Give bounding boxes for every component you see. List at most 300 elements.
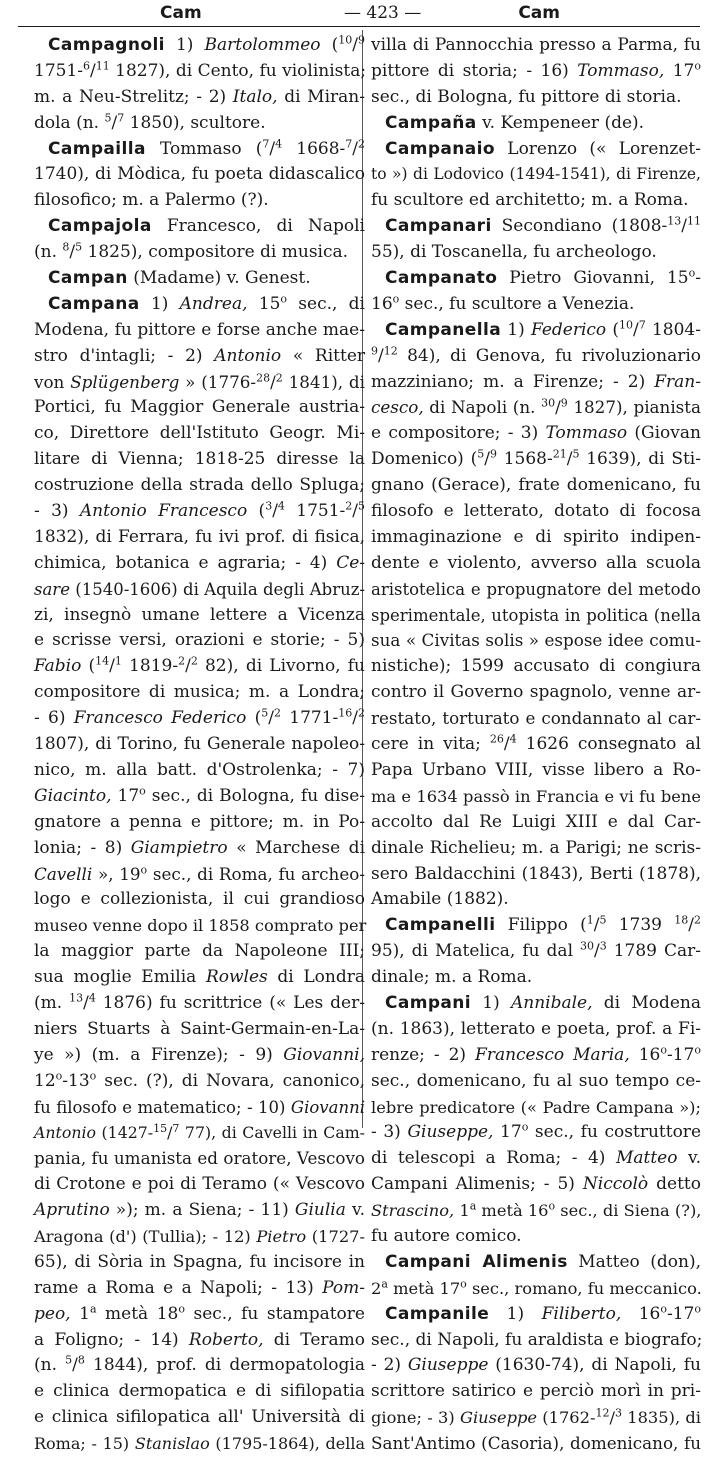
- text-run: Amabile (1882).: [371, 889, 509, 910]
- superscript: 4: [275, 136, 283, 150]
- text-run: fu scultore ed architetto; m. a Roma.: [371, 190, 689, 211]
- text-run: 82), di Livorno, fu: [197, 656, 365, 677]
- text-run: lebre predicatore (« Padre Campana »);: [371, 1097, 701, 1117]
- superscript: o: [460, 1277, 467, 1291]
- text-run: 1): [501, 319, 531, 340]
- text-run: co, Direttore dell'Istituto Geogr. Mi-: [34, 423, 365, 444]
- superscript: 9: [560, 396, 568, 410]
- entry-headword: Campanile: [385, 1303, 490, 1324]
- superscript: 13: [69, 991, 84, 1005]
- text-run: /: [503, 734, 510, 755]
- superscript: o: [139, 784, 146, 798]
- text-run: museo venne dopo il 1858 comprato per: [34, 916, 367, 936]
- text-run: /: [566, 449, 573, 470]
- text-run: rame a Roma e a Napoli; - 13): [34, 1277, 323, 1298]
- text-line: [371, 59, 701, 85]
- superscript: o: [688, 266, 696, 280]
- text-run: « Marchese di: [227, 837, 366, 858]
- text-run: /: [633, 319, 639, 340]
- text-line: [34, 447, 365, 473]
- text-run: sec. (?), di Novara, canonico,: [96, 1070, 365, 1091]
- text-run: 2: [371, 1278, 382, 1298]
- text-run: Sant'Antimo (Casoria), domenicano, fu: [371, 1433, 701, 1454]
- text-line: [34, 1198, 365, 1224]
- superscript: o: [694, 1301, 701, 1315]
- text-line: [371, 577, 701, 603]
- superscript: 7: [172, 1122, 180, 1136]
- text-run: », 19: [92, 863, 141, 884]
- text-run: /: [269, 138, 276, 159]
- text-run: /: [69, 242, 76, 263]
- text-line: [371, 991, 701, 1017]
- italic-name: sare: [34, 579, 70, 599]
- text-run: pania, fu umanista ed oratore, Vescovo: [34, 1148, 365, 1169]
- italic-name: Ce-: [336, 552, 365, 573]
- text-line: [371, 887, 701, 913]
- text-run: 1832), di Ferrara, fu ivi prof. di fisica,: [34, 526, 365, 547]
- text-line: [34, 344, 365, 370]
- text-line: [371, 654, 701, 680]
- text-run: 1771-: [280, 708, 339, 729]
- text-line: [371, 292, 701, 318]
- entry-headword: Campagnoli: [48, 35, 165, 55]
- text-run: sec., fu stampatore: [184, 1303, 365, 1324]
- text-run: 1850), scultore.: [124, 112, 266, 133]
- superscript: 5: [572, 447, 580, 461]
- text-line: [34, 240, 365, 266]
- text-line: [371, 33, 701, 59]
- text-line: [371, 603, 701, 629]
- text-run: metà 16: [476, 1201, 549, 1221]
- text-line: [34, 965, 365, 991]
- text-run: stro d'intagli; - 2): [34, 345, 215, 366]
- text-line: [371, 318, 701, 344]
- superscript: 8: [77, 1353, 85, 1367]
- text-run: 16: [371, 293, 393, 314]
- text-run: 95), di Matelica, fu dal: [371, 941, 580, 962]
- text-line: [34, 473, 365, 499]
- text-line: [34, 421, 365, 447]
- text-line: [34, 1069, 365, 1095]
- text-run: /: [593, 915, 600, 936]
- text-run: sperimentale, utopista in politica (nella: [371, 605, 701, 625]
- superscript: 3: [265, 499, 273, 513]
- text-run: Domenico) (: [371, 449, 478, 470]
- text-run: (Madame) v. Genest.: [127, 268, 311, 289]
- text-run: (: [246, 708, 262, 729]
- superscript: 5: [65, 1353, 73, 1367]
- superscript: 14: [95, 654, 110, 668]
- text-run: /: [378, 345, 384, 366]
- italic-name: Pietro: [256, 1226, 307, 1246]
- entry-headword: Campan: [48, 268, 128, 289]
- superscript: 2: [190, 654, 198, 668]
- text-line: [371, 862, 701, 888]
- text-line: [371, 85, 701, 111]
- text-line: [34, 1379, 365, 1405]
- italic-name: Giovanni,: [283, 1044, 365, 1065]
- text-run: scrittore satirico e perciò morì in pri-: [371, 1381, 701, 1402]
- italic-name: Splügenberg: [70, 371, 180, 392]
- text-line: [34, 1250, 365, 1276]
- text-run: 16: [629, 1044, 661, 1065]
- text-run: -17: [666, 1303, 695, 1324]
- superscript: 1: [586, 913, 594, 927]
- superscript: 12: [595, 1406, 610, 1420]
- text-run: (: [247, 501, 266, 522]
- text-run: litare di Vienna; 1818-25 diresse la: [34, 449, 365, 470]
- superscript: 16: [338, 706, 353, 720]
- text-line: [34, 292, 365, 318]
- text-line: [34, 111, 365, 137]
- text-run: di Teramo: [263, 1329, 365, 1350]
- text-run: Secondiano (1808-: [491, 216, 668, 237]
- italic-name: Aprutino: [34, 1200, 110, 1221]
- text-run: /: [272, 501, 278, 522]
- text-run: villa di Pannocchia presso a Parma, fu: [371, 35, 701, 55]
- text-line: [371, 111, 701, 137]
- superscript: o: [548, 1199, 556, 1213]
- italic-name: Giulia: [294, 1200, 346, 1221]
- text-line: [371, 1431, 701, 1457]
- italic-name: Giuseppe: [459, 1408, 537, 1428]
- entry-headword: Campanella: [385, 319, 502, 340]
- text-line: [371, 706, 701, 732]
- text-run: mazziniano; m. a Firenze; - 2): [371, 371, 655, 392]
- text-run: 55), di Toscanella, fu archeologo.: [371, 242, 657, 263]
- superscript: 8: [62, 240, 70, 254]
- italic-name: Giuseppe: [407, 1355, 489, 1376]
- text-line: [34, 577, 365, 603]
- text-line: [371, 137, 701, 163]
- header-right-guideword: Cam: [518, 3, 560, 23]
- text-run: (n. 1863), letterato e poeta, prof. a Fi-: [371, 1018, 701, 1039]
- superscript: 1: [114, 654, 122, 668]
- text-run: 65), di Sòria in Spagna, fu incisore in: [34, 1251, 365, 1272]
- italic-name: Tommaso: [545, 423, 628, 444]
- text-run: v. Kempeneer (de).: [476, 112, 645, 133]
- text-line: [34, 887, 365, 913]
- text-line: [371, 1302, 701, 1328]
- text-run: 84), di Genova, fu rivoluzionario: [397, 345, 701, 366]
- text-run: » (1776-: [179, 371, 257, 392]
- text-run: cere in vita;: [371, 734, 490, 755]
- text-run: (1630-74), di Napoli, fu: [488, 1355, 701, 1376]
- entry-headword: Campailla: [48, 138, 146, 159]
- text-line: [371, 784, 701, 810]
- text-run: nico, m. alla batt. d'Ostrolenka; - 7): [34, 759, 365, 780]
- text-run: 1626 consegnato al: [516, 734, 701, 755]
- text-run: von: [34, 371, 71, 392]
- running-header: [18, 2, 700, 27]
- text-line: [371, 188, 701, 214]
- italic-name: Antonio Francesco: [79, 501, 248, 522]
- text-run: zi, insegnò umane lettere a Vicenza: [34, 604, 365, 625]
- entry-headword: Campani Alimenis: [385, 1251, 568, 1272]
- text-run: 1): [139, 293, 180, 314]
- entry-headword: Campajola: [48, 216, 152, 237]
- text-run: 1789 Car-: [606, 941, 701, 962]
- superscript: o: [280, 292, 288, 306]
- text-column-left: [34, 33, 365, 1457]
- text-run: 1: [454, 1201, 470, 1221]
- superscript: 10: [619, 318, 634, 332]
- italic-name: Francesco Federico: [73, 708, 247, 729]
- text-run: sec., domenicano, fu al suo tempo ce-: [371, 1070, 701, 1091]
- text-run: chimica, botanica e agraria; - 4): [34, 552, 337, 573]
- text-line: [34, 85, 365, 111]
- text-run: /: [185, 656, 191, 677]
- text-run: di Napoli (n.: [423, 397, 542, 418]
- text-run: Portici, fu Maggior Generale austria-: [34, 397, 365, 418]
- text-run: - 3): [371, 1122, 408, 1143]
- superscript: 5: [477, 447, 485, 461]
- text-line: [371, 214, 701, 240]
- text-line: [34, 1276, 365, 1302]
- text-line: [34, 991, 365, 1017]
- superscript: 30: [580, 939, 594, 953]
- text-line: [34, 162, 365, 188]
- superscript: 2: [273, 706, 281, 720]
- text-run: accolto dal Re Luigi XIII e dal Car-: [371, 811, 701, 832]
- text-run: (n.: [34, 242, 63, 263]
- text-run: dola (n.: [34, 112, 105, 133]
- text-run: sec., di Bologna, fu pittore di storia.: [371, 86, 682, 107]
- text-column-right: [371, 33, 701, 1457]
- text-run: /: [352, 708, 358, 729]
- italic-name: peo,: [34, 1303, 71, 1324]
- text-run: /: [111, 112, 118, 133]
- text-run: m. a Neu-Strelitz; - 2): [34, 86, 233, 107]
- superscript: 11: [687, 214, 701, 228]
- text-line: [34, 1405, 365, 1431]
- text-line: [371, 939, 701, 965]
- text-run: /: [688, 915, 695, 936]
- text-run: (n.: [34, 1355, 66, 1376]
- text-line: [371, 1379, 701, 1405]
- text-line: [34, 1302, 365, 1328]
- text-run: 1825), compositore di musica.: [82, 242, 349, 263]
- entry-headword: Campani: [385, 992, 472, 1013]
- text-run: e scrisse versi, orazioni e storie; - 5): [34, 630, 365, 651]
- superscript: 4: [277, 499, 285, 513]
- superscript: 7: [117, 111, 125, 125]
- entry-headword: Campanato: [385, 268, 498, 289]
- text-line: [371, 758, 701, 784]
- text-run: niers Stuarts à Saint-Germain-en-La-: [34, 1018, 365, 1039]
- text-run: immaginazione e di spirito indipen-: [371, 526, 701, 547]
- text-line: [34, 1095, 365, 1121]
- italic-name: Roberto,: [188, 1329, 264, 1350]
- superscript: 2: [275, 371, 283, 384]
- text-line: [34, 266, 365, 292]
- text-run: gnano (Gerace), frate domenicano, fu: [371, 475, 701, 496]
- text-line: [371, 395, 701, 421]
- text-run: sec., fu costruttore: [528, 1122, 701, 1143]
- text-run: sec., fu scultore a Venezia.: [399, 293, 635, 314]
- text-run: 1835), di: [621, 1408, 701, 1428]
- text-line: [371, 1043, 701, 1069]
- text-line: [371, 551, 701, 577]
- italic-name: Strascino,: [371, 1201, 455, 1221]
- text-line: [34, 732, 365, 758]
- text-run: 17: [493, 1122, 522, 1143]
- text-run: Papa Urbano VIII, visse libero a Ro-: [371, 759, 701, 780]
- text-run: /: [270, 371, 276, 392]
- text-run: (1427-: [96, 1123, 154, 1143]
- text-line: [371, 499, 701, 525]
- text-run: 77), di Cavelli in Cam-: [179, 1123, 365, 1143]
- text-run: gnatore a penna e pittore; m. in Po-: [34, 811, 365, 832]
- text-run: aristotelica e propugnatore del metodo: [371, 579, 701, 599]
- superscript: 2: [178, 654, 186, 668]
- text-run: di Miran-: [277, 86, 365, 107]
- superscript: 7: [262, 136, 270, 150]
- text-line: [34, 188, 365, 214]
- text-line: [371, 836, 701, 862]
- text-line: [371, 732, 701, 758]
- text-line: [34, 1353, 365, 1379]
- superscript: 2: [694, 913, 702, 927]
- superscript: 11: [95, 59, 110, 73]
- text-run: 1): [489, 1303, 542, 1324]
- text-run: /: [609, 1408, 615, 1428]
- text-line: [371, 1353, 701, 1379]
- entry-headword: Campanelli: [385, 915, 496, 936]
- text-line: [34, 137, 365, 163]
- text-run: dinale; m. a Roma.: [371, 967, 533, 988]
- text-run: Filippo (: [495, 915, 587, 936]
- text-run: v.: [677, 1148, 701, 1169]
- superscript: a: [89, 1301, 97, 1315]
- text-line: [34, 395, 365, 421]
- text-line: [34, 499, 365, 525]
- superscript: 2: [358, 136, 365, 150]
- text-run: -: [695, 268, 701, 289]
- text-run: contro il Governo spagnolo, venne ar-: [371, 682, 701, 703]
- text-line: [34, 784, 365, 810]
- text-line: [371, 344, 701, 370]
- text-run: 16: [621, 1303, 661, 1324]
- text-run: e compositore; - 3): [371, 423, 546, 444]
- text-line: [371, 680, 701, 706]
- superscript: 30: [541, 396, 556, 410]
- text-line: [34, 603, 365, 629]
- superscript: 18: [674, 913, 689, 927]
- text-run: gione; - 3): [371, 1408, 460, 1428]
- text-run: 1): [164, 35, 205, 55]
- italic-name: Filiberto,: [541, 1303, 622, 1324]
- text-run: (1540-1606) di Aquila degli Abruz-: [69, 579, 365, 599]
- text-line: [34, 33, 365, 59]
- text-run: -17: [666, 1044, 695, 1065]
- entry-headword: Campanaio: [385, 138, 495, 159]
- italic-name: Andrea,: [179, 293, 248, 314]
- text-line: [34, 913, 365, 939]
- text-run: /: [109, 656, 115, 677]
- superscript: 10: [338, 33, 353, 47]
- text-run: /: [484, 449, 490, 470]
- text-run: Campani Alimenis; - 5): [371, 1174, 583, 1195]
- text-line: [34, 1146, 365, 1172]
- text-run: Lorenzo (« Lorenzet-: [494, 138, 701, 159]
- text-line: [34, 862, 365, 888]
- text-run: Francesco, di Napoli: [151, 216, 365, 237]
- superscript: a: [469, 1199, 477, 1213]
- text-run: 1819-: [121, 656, 179, 677]
- text-run: 1: [70, 1303, 90, 1324]
- superscript: 3: [599, 939, 607, 953]
- text-line: [371, 1224, 701, 1250]
- superscript: 3: [614, 1406, 622, 1420]
- text-run: - 2): [371, 1355, 408, 1376]
- text-run: - 6): [34, 708, 74, 729]
- superscript: o: [660, 1301, 667, 1315]
- text-run: fu autore comico.: [371, 1225, 522, 1246]
- text-run: 1807), di Torino, fu Generale napoleo-: [34, 734, 365, 755]
- text-run: sec., di Napoli, fu araldista e biografo;: [371, 1329, 703, 1350]
- text-run: Modena, fu pittore e forse anche mae-: [34, 319, 365, 340]
- text-line: [371, 525, 701, 551]
- text-run: sua moglie Emilia: [34, 967, 206, 988]
- text-run: /: [555, 397, 561, 418]
- italic-name: Fran-: [654, 371, 701, 392]
- italic-name: Fabio: [34, 656, 82, 677]
- text-run: metà 17: [387, 1278, 461, 1298]
- text-run: Pietro Giovanni, 15: [497, 268, 689, 289]
- superscript: 5: [104, 111, 112, 125]
- text-run: di Londra: [267, 967, 365, 988]
- text-run: -13: [62, 1070, 90, 1091]
- superscript: o: [89, 1068, 97, 1082]
- text-run: ye ») (m. a Firenze); - 9): [34, 1044, 284, 1065]
- italic-name: Stanislao: [134, 1434, 210, 1454]
- text-run: 1668-: [282, 138, 346, 159]
- text-run: filosofo e letterato, dotato di focosa: [371, 501, 701, 522]
- text-line: [371, 810, 701, 836]
- text-run: dinale Richelieu; m. a Parigi; ne scris-: [371, 837, 701, 858]
- text-line: [34, 654, 365, 680]
- superscript: 9: [489, 447, 497, 461]
- text-line: [371, 628, 701, 654]
- text-run: /: [167, 1123, 173, 1143]
- text-line: [34, 370, 365, 396]
- text-run: (1795-1864), della: [209, 1434, 365, 1454]
- text-line: [371, 1017, 701, 1043]
- superscript: 9: [371, 344, 378, 358]
- text-line: [34, 758, 365, 784]
- text-line: [34, 939, 365, 965]
- text-run: 12: [34, 1070, 56, 1091]
- text-run: di Lodovico (1494-1541), di Firenze,: [407, 165, 701, 184]
- text-line: [371, 473, 701, 499]
- superscript: 5: [358, 499, 366, 513]
- text-run: /: [90, 60, 96, 81]
- text-line: [371, 240, 701, 266]
- text-run: 1739: [606, 915, 675, 936]
- italic-name: Federico: [530, 319, 607, 340]
- text-run: /: [72, 1355, 78, 1376]
- text-run: - 3): [34, 501, 80, 522]
- text-line: [34, 1328, 365, 1354]
- text-line: [371, 1405, 701, 1431]
- text-run: 1639), di Sti-: [579, 449, 701, 470]
- italic-name: Cavelli: [34, 863, 93, 884]
- superscript: 15: [153, 1122, 168, 1136]
- text-run: 1876) fu scrittrice (« Les der-: [95, 992, 365, 1013]
- header-left-guideword: Cam: [160, 3, 202, 23]
- italic-name: cesco,: [371, 397, 424, 418]
